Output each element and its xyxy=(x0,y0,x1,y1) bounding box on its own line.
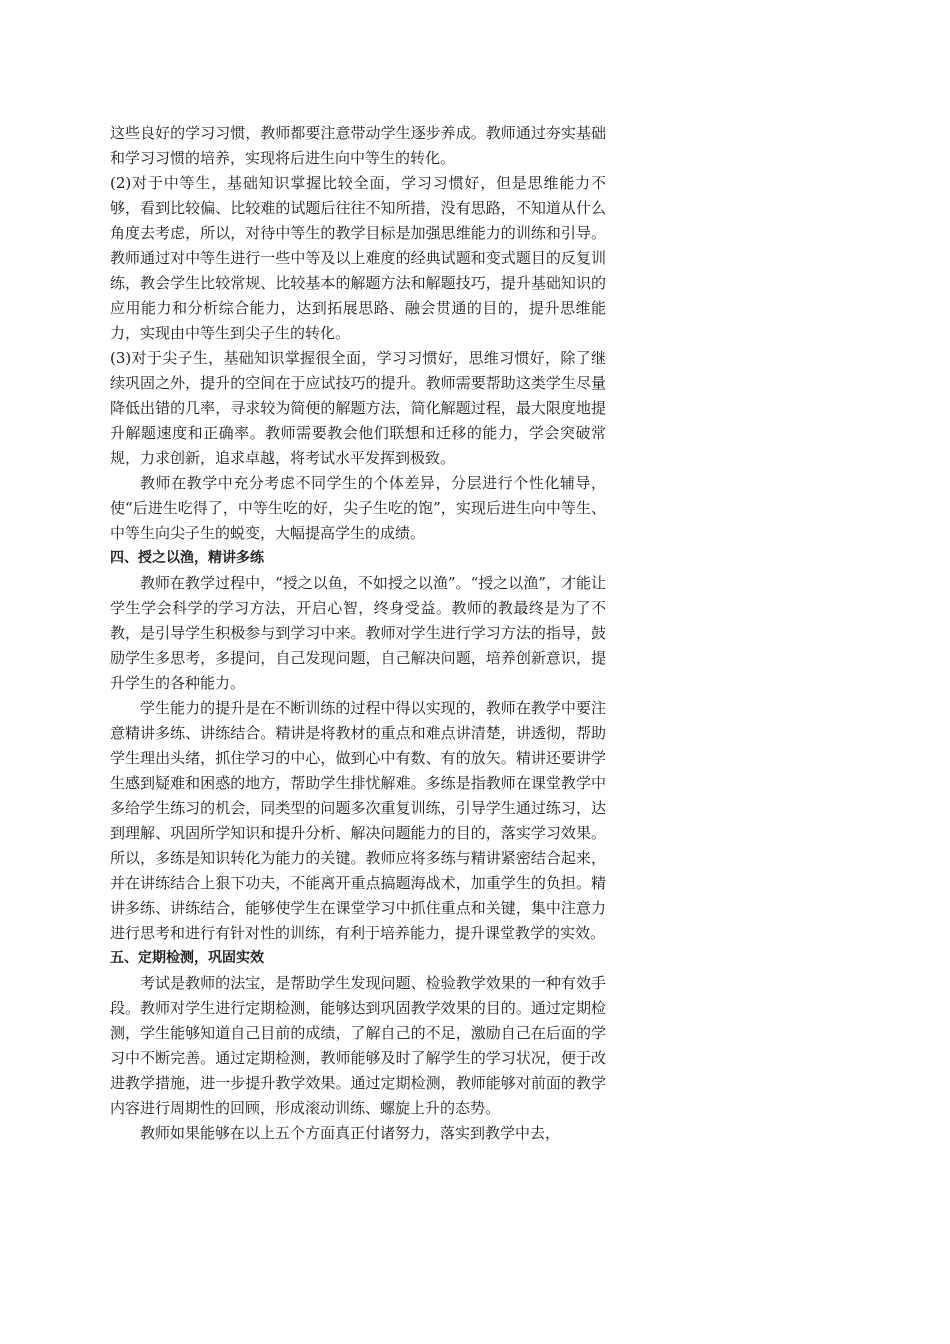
paragraph-teach-fishing: 教师在教学过程中，“授之以鱼，不如授之以渔”。“授之以渔”，才能让学生学会科学的学习方法，开启心智，终身受益。教师的教最终是为了不教，是引导学生积极参与到学习中来。教师对学生进行学习方法的指导，鼓励学生多思考，多提问，自己发现问题，自己解决问题，培养创新意识，提升学生的各种能力。 xyxy=(110,574,606,692)
paragraph-closing: 教师如果能够在以上五个方面真正付诸努力，落实到教学中去， xyxy=(140,1124,561,1142)
document-body xyxy=(110,121,606,1146)
paragraph-periodic-testing: 考试是教师的法宝，是帮助学生发现问题、检验教学效果的一种有效手段。教师对学生进行定期检测，能够达到巩固教学效果的目的。通过定期检测，学生能够知道自己目前的成绩，了解自己的不足，激励自己在后面的学习中不断完善。通过定期检测，教师能够及时了解学生的学习状况，便于改进教学措施，进一步提升教学效果。通过定期检测，教师能够对前面的教学内容进行周期性的回顾，形成滚动训练、螺旋上升的态势。 xyxy=(110,974,606,1117)
paragraph-middle-students: (2)对于中等生，基础知识掌握比较全面，学习习惯好，但是思维能力不够，看到比较偏、比较难的试题后往往不知所措，没有思路，不知道从什么角度去考虑，所以，对待中等生的教学目标是加强思维能力的训练和引导。教师通过对中等生进行一些中等及以上难度的经典试题和变式题目的反复训练，教会学生比较常规、比较基本的解题方法和解题技巧，提升基础知识的应用能力和分析综合能力，达到拓展思路、融会贯通的目的，提升思维能力，实现由中等生到尖子生的转化。 xyxy=(110,174,606,342)
paragraph-habits-conclusion: 这些良好的学习习惯，教师都要注意带动学生逐步养成。教师通过夯实基础和学习习惯的培养，实现将后进生向中等生的转化。 xyxy=(110,124,606,167)
paragraph-individual-differences: 教师在教学中充分考虑不同学生的个体差异，分层进行个性化辅导，使“后进生吃得了，中等生吃的好，尖子生吃的饱”，实现后进生向中等生、中等生向尖子生的蜕变，大幅提高学生的成绩。 xyxy=(110,474,606,542)
paragraph-top-students: (3)对于尖子生，基础知识掌握很全面，学习习惯好，思维习惯好，除了继续巩固之外，提升的空间在于应试技巧的提升。教师需要帮助这类学生尽量降低出错的几率，寻求较为简便的解题方法，简化解题过程，最大限度地提升解题速度和正确率。教师需要教会他们联想和迁移的能力，学会突破常规，力求创新，追求卓越，将考试水平发挥到极致。 xyxy=(110,349,606,467)
section-heading-4: 四、授之以渔，精讲多练 xyxy=(110,550,264,566)
section-heading-5: 五、定期检测，巩固实效 xyxy=(110,950,264,966)
paragraph-lecture-practice: 学生能力的提升是在不断训练的过程中得以实现的，教师在教学中要注意精讲多练、讲练结合。精讲是将教材的重点和难点讲清楚，讲透彻，帮助学生理出头绪，抓住学习的中心，做到心中有数、有的放矢。精讲还要讲学生感到疑难和困惑的地方，帮助学生排忧解难。多练是指教师在课堂教学中多给学生练习的机会，同类型的问题多次重复训练，引导学生通过练习，达到理解、巩固所学知识和提升分析、解决问题能力的目的，落实学习效果。所以，多练是知识转化为能力的关键。教师应将多练与精讲紧密结合起来，并在讲练结合上狠下功夫，不能离开重点搞题海战术，加重学生的负担。精讲多练、讲练结合，能够使学生在课堂学习中抓住重点和关键，集中注意力进行思考和进行有针对性的训练，有利于培养能力，提升课堂教学的实效。 xyxy=(110,699,606,942)
